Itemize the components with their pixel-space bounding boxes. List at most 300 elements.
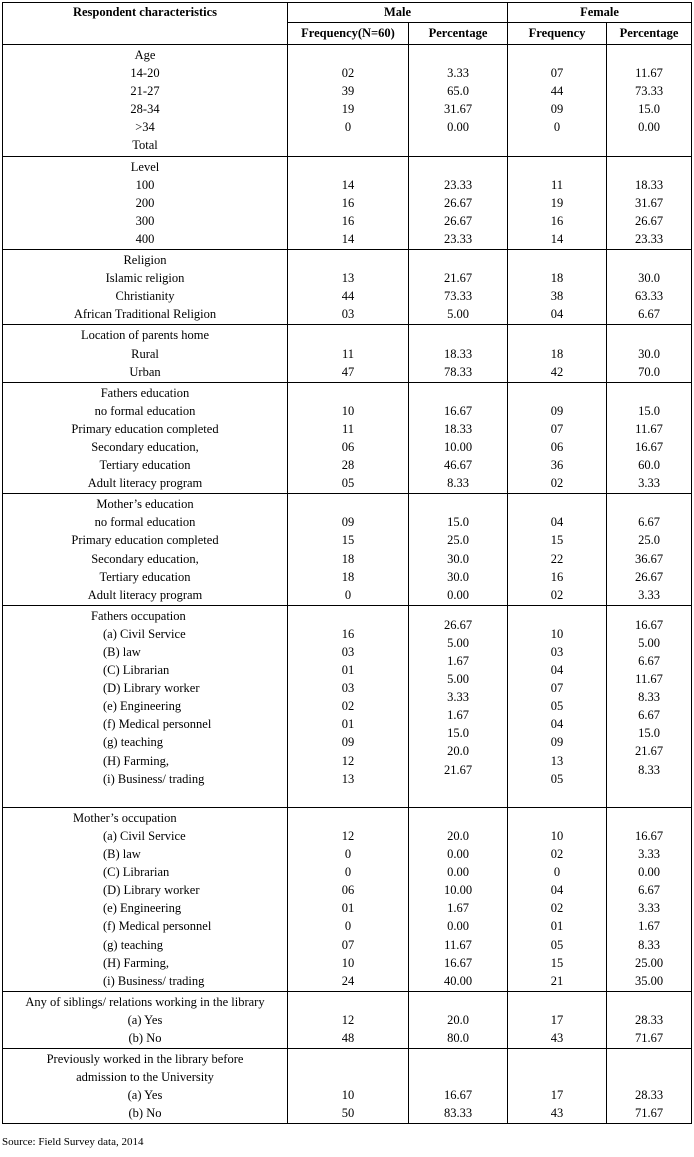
table-cell-value: 21.67	[443, 762, 473, 777]
table-cell-value: 46.67	[443, 458, 473, 473]
table-cell-value: 21.67	[634, 744, 664, 759]
table-cell-value: 3.33	[447, 690, 469, 705]
table-cell-value	[288, 326, 408, 344]
section-values-fp	[607, 605, 692, 807]
table-cell-value: 16	[550, 569, 564, 584]
table-cell-value: 28.33	[634, 1012, 664, 1027]
table-cell-value: 07	[550, 421, 564, 436]
section-label: (C) Librarian	[103, 865, 170, 880]
table-cell-value: 43	[550, 1106, 564, 1121]
table-cell-value: 48	[341, 1030, 355, 1045]
section-label: >34	[135, 120, 155, 135]
section-values-mf	[288, 382, 409, 494]
table-cell-value	[508, 1050, 606, 1068]
table-cell-value: 05	[550, 937, 564, 952]
table-cell-value: 60.0	[638, 458, 660, 473]
table-cell-value: 73.33	[443, 289, 473, 304]
section-values-mf	[288, 1049, 409, 1124]
table-cell-value: 16	[341, 626, 355, 641]
section-label: 400	[135, 231, 155, 246]
table-cell-value: 31.67	[443, 102, 473, 117]
table-cell-value: 36.67	[634, 551, 664, 566]
section-values-fp	[607, 807, 692, 991]
section-values-mf	[288, 45, 409, 157]
table-cell-value: 01	[341, 901, 355, 916]
table-cell-value	[508, 809, 606, 827]
table-cell-value: 65.0	[447, 84, 469, 99]
table-cell-value: 71.67	[634, 1030, 664, 1045]
table-cell-value: 3.33	[638, 587, 660, 602]
table-cell-value	[607, 1068, 691, 1086]
section-labels-cell	[3, 325, 288, 382]
table-cell-value: 17	[550, 1012, 564, 1027]
table-cell-value	[409, 46, 507, 64]
table-cell-value: 6.67	[638, 708, 660, 723]
section-label: Adult literacy program	[87, 476, 203, 491]
table-cell-value: 16.67	[634, 439, 664, 454]
table-cell-value: 6.67	[638, 515, 660, 530]
section-label: Total	[132, 138, 158, 153]
section-values-mf	[288, 494, 409, 606]
table-cell-value: 14	[341, 177, 355, 192]
table-section-row	[3, 807, 692, 991]
table-cell-value: 01	[341, 717, 355, 732]
section-values-mp	[409, 45, 508, 157]
section-labels-cell	[3, 382, 288, 494]
section-labels-cell	[3, 494, 288, 606]
section-label: no formal education	[94, 403, 196, 418]
table-cell-value: 15.0	[638, 726, 660, 741]
section-values-mp	[409, 325, 508, 382]
section-title: Any of siblings/ relations working in the library	[25, 994, 265, 1009]
table-cell-value: 02	[341, 699, 355, 714]
table-cell-value: 30.0	[638, 346, 660, 361]
table-cell-value: 15.0	[638, 403, 660, 418]
section-label: (B) law	[103, 645, 141, 659]
section-label: (D) Library worker	[103, 883, 200, 898]
section-values-ff	[508, 494, 607, 606]
section-values-mp	[409, 605, 508, 807]
table-cell-value: 63.33	[634, 289, 664, 304]
table-cell-value: 0	[344, 919, 352, 934]
section-values-mf	[288, 807, 409, 991]
section-label: (e) Engineering	[103, 901, 182, 916]
table-cell-value: 26.67	[634, 569, 664, 584]
table-cell-value: 26.67	[443, 195, 473, 210]
table-cell-value: 05	[550, 699, 564, 714]
section-label: (f) Medical personnel	[103, 717, 212, 732]
section-values-fp	[607, 1049, 692, 1124]
table-cell-value: 28.33	[634, 1088, 664, 1103]
table-body	[3, 45, 692, 1124]
section-label: 300	[135, 213, 155, 228]
section-values-ff	[508, 250, 607, 325]
table-cell-value: 18.33	[443, 346, 473, 361]
section-values-mp	[409, 250, 508, 325]
table-cell-value: 0.00	[447, 120, 469, 135]
table-cell-value: 8.33	[447, 476, 469, 491]
table-section-row	[3, 382, 692, 494]
table-cell-value: 3.33	[638, 901, 660, 916]
table-cell-value: 09	[341, 515, 355, 530]
table-cell-value: 01	[341, 663, 355, 678]
table-cell-value: 1.67	[447, 901, 469, 916]
table-cell-value: 18.33	[634, 177, 664, 192]
table-cell-value: 10	[341, 955, 355, 970]
table-section-row	[3, 156, 692, 249]
table-cell-value: 28	[341, 458, 355, 473]
table-cell-value: 02	[550, 847, 564, 862]
table-cell-value: 80.0	[447, 1030, 469, 1045]
table-cell-value: 31.67	[634, 195, 664, 210]
table-cell-value: 22	[550, 551, 564, 566]
table-cell-value: 13	[550, 753, 564, 768]
table-cell-value: 0	[344, 587, 352, 602]
section-label: (a) Yes	[127, 1012, 163, 1027]
table-cell-value: 07	[341, 937, 355, 952]
table-cell-value: 04	[550, 717, 564, 732]
table-cell-value: 26.67	[443, 213, 473, 228]
table-cell-value: 38	[550, 289, 564, 304]
section-label: (f) Medical personnel	[103, 919, 212, 934]
table-cell-value: 13	[341, 771, 355, 786]
table-cell-value: 06	[341, 883, 355, 898]
table-cell-value: 03	[341, 645, 355, 659]
section-label: 200	[135, 195, 155, 210]
section-label: Adult literacy program	[87, 587, 203, 602]
table-cell-value: 30.0	[447, 551, 469, 566]
section-label: 21-27	[130, 84, 160, 99]
table-cell-value: 21.67	[443, 271, 473, 286]
table-cell-value	[409, 495, 507, 513]
table-cell-value	[288, 993, 408, 1011]
table-cell-value: 0	[344, 847, 352, 862]
section-title: Previously worked in the library before	[46, 1052, 244, 1067]
section-title: Fathers education	[100, 385, 190, 400]
table-cell-value: 24	[341, 973, 355, 988]
table-cell-value: 5.00	[447, 307, 469, 322]
table-cell-value	[409, 809, 507, 827]
table-cell-value: 07	[550, 681, 564, 696]
section-label: (b) No	[128, 1106, 162, 1121]
spacer	[91, 788, 287, 806]
table-cell-value	[607, 251, 691, 269]
table-cell-value	[288, 1050, 408, 1068]
section-label: Urban	[129, 364, 161, 379]
table-cell-value	[508, 46, 606, 64]
table-cell-value	[607, 46, 691, 64]
section-label: 28-34	[130, 102, 160, 117]
section-values-mp	[409, 382, 508, 494]
section-values-fp	[607, 45, 692, 157]
section-label: (H) Farming,	[103, 955, 169, 970]
table-cell-value: 09	[550, 102, 564, 117]
table-cell-value: 25.0	[447, 533, 469, 548]
section-label: (H) Farming,	[103, 753, 169, 768]
table-cell-value	[288, 1068, 408, 1086]
section-labels-cell	[3, 991, 288, 1048]
table-cell-value: 11	[341, 421, 355, 436]
table-cell-value: 21	[550, 973, 564, 988]
table-cell-value: 39	[341, 84, 355, 99]
table-cell-value: 73.33	[634, 84, 664, 99]
table-section-row	[3, 250, 692, 325]
header-male: Male	[288, 3, 508, 23]
table-cell-value: 26.67	[634, 213, 664, 228]
table-cell-value: 23.33	[634, 231, 664, 246]
table-cell-value: 0	[553, 120, 561, 135]
header-respondent-characteristics: Respondent characteristics	[3, 3, 288, 45]
table-cell-value: 3.33	[638, 476, 660, 491]
table-cell-value: 18.33	[443, 421, 473, 436]
table-cell-value	[508, 993, 606, 1011]
table-cell-value: 83.33	[443, 1106, 473, 1121]
section-title: Mother’s education	[96, 497, 194, 512]
table-cell-value: 13	[341, 271, 355, 286]
table-cell-value	[508, 251, 606, 269]
table-cell-value: 15	[550, 955, 564, 970]
section-values-mp	[409, 991, 508, 1048]
table-cell-value: 70.0	[638, 364, 660, 379]
table-cell-value: 02	[550, 901, 564, 916]
table-cell-value: 25.00	[634, 955, 664, 970]
table-cell-value: 0.00	[447, 587, 469, 602]
table-cell-value: 5.00	[447, 672, 469, 687]
section-label: Rural	[131, 346, 159, 361]
table-cell-value: 50	[341, 1106, 355, 1121]
section-values-mf	[288, 325, 409, 382]
table-cell-value	[607, 779, 691, 797]
section-values-ff	[508, 156, 607, 249]
table-cell-value: 18	[341, 551, 355, 566]
section-title: Fathers occupation	[91, 608, 186, 623]
section-labels-cell	[3, 807, 288, 991]
table-cell-value: 1.67	[447, 654, 469, 668]
section-values-ff	[508, 382, 607, 494]
table-cell-value	[607, 384, 691, 402]
section-label: (e) Engineering	[103, 699, 182, 714]
table-cell-value: 8.33	[638, 762, 660, 777]
section-values-fp	[607, 382, 692, 494]
table-cell-value	[607, 993, 691, 1011]
section-labels-cell	[3, 1049, 288, 1124]
table-cell-value	[409, 1050, 507, 1068]
table-cell-value: 16.67	[443, 955, 473, 970]
table-section-row	[3, 45, 692, 157]
table-cell-value	[508, 1068, 606, 1086]
table-cell-value: 15.0	[447, 515, 469, 530]
table-cell-value: 16.67	[634, 617, 664, 632]
table-cell-value: 10	[550, 626, 564, 641]
table-cell-value: 5.00	[447, 635, 469, 650]
table-cell-value: 12	[341, 753, 355, 768]
table-cell-value: 44	[550, 84, 564, 99]
section-values-fp	[607, 250, 692, 325]
section-values-fp	[607, 156, 692, 249]
table-cell-value: 8.33	[638, 690, 660, 705]
section-values-ff	[508, 325, 607, 382]
header-male-frequency: Frequency(N=60)	[288, 23, 409, 45]
section-label: (b) No	[128, 1030, 162, 1045]
header-female-percentage: Percentage	[607, 23, 692, 45]
table-cell-value: 16	[550, 213, 564, 228]
section-title: Religion	[123, 253, 167, 268]
table-cell-value: 15	[341, 533, 355, 548]
table-cell-value: 05	[341, 476, 355, 491]
table-cell-value	[409, 1068, 507, 1086]
table-section-row	[3, 1049, 692, 1124]
table-cell-value: 09	[550, 735, 564, 750]
table-cell-value: 23.33	[443, 177, 473, 192]
section-values-ff	[508, 45, 607, 157]
source-note: Source: Field Survey data, 2014	[2, 1136, 144, 1148]
table-cell-value: 8.33	[638, 937, 660, 952]
table-cell-value	[607, 326, 691, 344]
table-cell-value: 35.00	[634, 973, 664, 988]
section-values-mp	[409, 1049, 508, 1124]
table-cell-value: 12	[341, 828, 355, 843]
table-cell-value: 30.0	[447, 569, 469, 584]
table-cell-value: 03	[341, 307, 355, 322]
table-cell-value: 0.00	[447, 865, 469, 880]
table-cell-value	[409, 326, 507, 344]
table-cell-value	[508, 326, 606, 344]
section-label: no formal education	[94, 515, 196, 530]
table-cell-value: 01	[550, 919, 564, 934]
section-label: Primary education completed	[71, 421, 219, 436]
table-cell-value: 6.67	[638, 654, 660, 668]
table-cell-value: 11.67	[635, 66, 663, 81]
table-cell-value	[288, 495, 408, 513]
table-cell-value	[288, 809, 408, 827]
table-cell-value	[288, 607, 408, 625]
section-labels-cell	[3, 250, 288, 325]
table-cell-value	[288, 158, 408, 176]
section-values-fp	[607, 991, 692, 1048]
table-cell-value: 19	[341, 102, 355, 117]
respondent-characteristics-table	[2, 2, 692, 1124]
table-cell-value: 03	[341, 681, 355, 696]
section-label: (B) law	[103, 847, 141, 862]
table-cell-value	[409, 993, 507, 1011]
table-cell-value	[409, 251, 507, 269]
section-label: Tertiary education	[99, 569, 191, 584]
table-cell-value: 0.00	[638, 865, 660, 880]
section-label: Islamic religion	[105, 271, 185, 286]
section-values-fp	[607, 494, 692, 606]
table-cell-value	[607, 809, 691, 827]
table-cell-value: 15	[550, 533, 564, 548]
table-cell-value: 04	[550, 515, 564, 530]
table-cell-value: 04	[550, 883, 564, 898]
section-label: (i) Business/ trading	[103, 973, 205, 988]
section-title: admission to the University	[76, 1070, 214, 1085]
table-cell-value: 18	[550, 271, 564, 286]
section-label: 100	[135, 177, 155, 192]
table-cell-value: 04	[550, 307, 564, 322]
table-cell-value: 06	[550, 439, 564, 454]
table-cell-value	[288, 46, 408, 64]
section-values-mf	[288, 991, 409, 1048]
section-title: Mother’s occupation	[73, 810, 177, 825]
table-cell-value: 23.33	[443, 231, 473, 246]
section-label: (C) Librarian	[103, 663, 170, 678]
table-cell-value: 10.00	[443, 439, 473, 454]
table-cell-value: 11	[550, 177, 564, 192]
section-title: Age	[134, 48, 156, 62]
section-label: Secondary education,	[91, 439, 199, 454]
table-cell-value: 16	[341, 213, 355, 228]
table-cell-value: 20.0	[447, 828, 469, 843]
table-cell-value: 09	[550, 403, 564, 418]
section-label: (D) Library worker	[103, 681, 200, 696]
section-label: Primary education completed	[71, 533, 219, 548]
table-cell-value	[607, 158, 691, 176]
section-values-mf	[288, 156, 409, 249]
table-cell-value: 11.67	[444, 937, 472, 952]
section-values-ff	[508, 807, 607, 991]
table-cell-value: 17	[550, 1088, 564, 1103]
table-cell-value: 42	[550, 364, 564, 379]
section-label: Secondary education,	[91, 551, 199, 566]
table-cell-value: 05	[550, 771, 564, 786]
table-cell-value	[409, 779, 507, 797]
section-values-mp	[409, 807, 508, 991]
table-cell-value: 3.33	[638, 847, 660, 862]
table-cell-value: 12	[341, 1012, 355, 1027]
table-cell-value: 78.33	[443, 364, 473, 379]
table-cell-value: 47	[341, 364, 355, 379]
section-label: (g) teaching	[103, 735, 164, 750]
table-cell-value: 5.00	[638, 635, 660, 650]
section-label: African Traditional Religion	[73, 307, 217, 322]
section-label: (g) teaching	[103, 937, 164, 952]
section-values-ff	[508, 991, 607, 1048]
table-section-row	[3, 494, 692, 606]
section-values-mf	[288, 250, 409, 325]
table-cell-value: 25.0	[638, 533, 660, 548]
table-cell-value: 0.00	[447, 847, 469, 862]
table-cell-value: 0	[344, 865, 352, 880]
table-cell-value: 02	[341, 66, 355, 81]
section-label: (a) Civil Service	[103, 626, 186, 641]
table-cell-value	[409, 384, 507, 402]
table-cell-value: 44	[341, 289, 355, 304]
table-cell-value: 04	[550, 663, 564, 678]
section-title: Location of parents home	[80, 328, 210, 343]
section-labels-cell	[3, 156, 288, 249]
table-cell-value: 02	[550, 587, 564, 602]
table-cell-value: 06	[341, 439, 355, 454]
section-title: Level	[130, 159, 160, 174]
table-cell-value: 6.67	[638, 883, 660, 898]
section-labels-cell	[3, 45, 288, 157]
section-values-mp	[409, 494, 508, 606]
table-cell-value: 30.0	[638, 271, 660, 286]
table-cell-value: 15.0	[638, 102, 660, 117]
table-cell-value: 18	[550, 346, 564, 361]
table-cell-value: 20.0	[447, 744, 469, 759]
table-cell-value: 11.67	[635, 421, 663, 436]
table-cell-value: 11.67	[635, 672, 663, 687]
section-label: (i) Business/ trading	[103, 771, 205, 786]
table-cell-value: 14	[341, 231, 355, 246]
table-cell-value: 15.0	[447, 726, 469, 741]
table-cell-value: 0	[553, 865, 561, 880]
table-cell-value: 36	[550, 458, 564, 473]
section-values-mf	[288, 605, 409, 807]
section-values-ff	[508, 605, 607, 807]
